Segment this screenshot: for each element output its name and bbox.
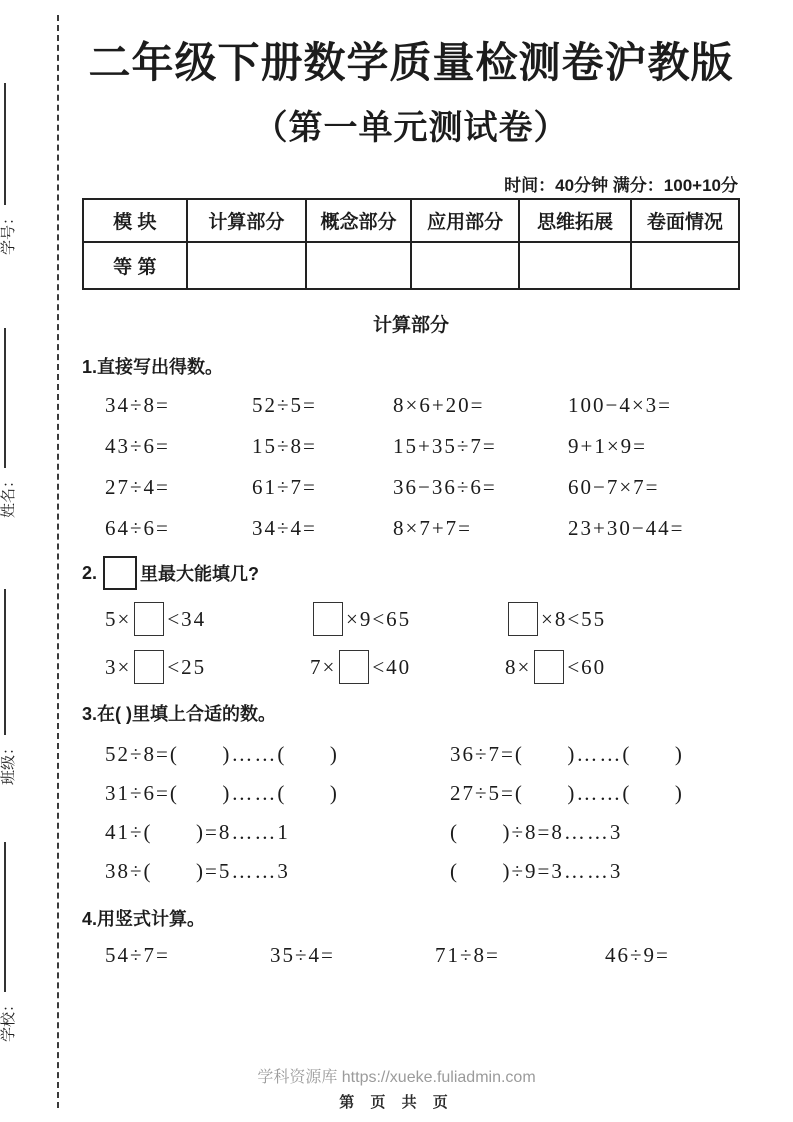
question2-text: 里最大能填几? bbox=[140, 564, 260, 585]
page-title: 二年级下册数学质量检测卷沪教版 bbox=[88, 39, 734, 86]
class-blank[interactable] bbox=[4, 589, 6, 735]
score-cell[interactable] bbox=[631, 242, 739, 289]
question4-problems bbox=[82, 943, 740, 967]
q3-problem: 27÷5=( )……( ) bbox=[450, 781, 684, 806]
q2-problem bbox=[310, 602, 505, 636]
q1-problem: 34÷4= bbox=[252, 516, 317, 541]
page-subtitle: （第一单元测试卷） bbox=[253, 109, 569, 148]
q2-post: <25 bbox=[167, 655, 207, 680]
score-header-application: 应用部分 bbox=[411, 199, 519, 242]
score-cell[interactable] bbox=[187, 242, 306, 289]
q3-problem: 41÷( )=8……1 bbox=[105, 820, 290, 845]
score-table bbox=[82, 198, 740, 290]
score-cell[interactable] bbox=[411, 242, 519, 289]
score-table-grade-row bbox=[83, 242, 739, 289]
q2-post: <34 bbox=[167, 607, 207, 632]
question1-heading: 1.直接写出得数。 bbox=[82, 357, 224, 378]
page-footer bbox=[0, 1064, 793, 1112]
question1-problems bbox=[82, 393, 740, 540]
q3-problem: ( )÷9=3……3 bbox=[450, 859, 623, 884]
q3-problem: 52÷8=( )……( ) bbox=[105, 742, 339, 767]
q2-post: <40 bbox=[372, 655, 412, 680]
school-label: 学校： bbox=[0, 996, 17, 1042]
q2-pre: 5× bbox=[105, 607, 132, 632]
student-name-label: 姓名： bbox=[0, 472, 17, 518]
q1-problem: 34÷8= bbox=[105, 393, 170, 418]
school-blank[interactable] bbox=[4, 842, 6, 992]
score-header-calculation: 计算部分 bbox=[187, 199, 306, 242]
q1-problem: 8×6+20= bbox=[393, 393, 485, 418]
answer-box[interactable] bbox=[134, 602, 164, 636]
class-label: 班级： bbox=[0, 739, 17, 785]
student-id-blank[interactable] bbox=[4, 83, 6, 205]
q2-post: <60 bbox=[567, 655, 607, 680]
score-header-paper: 卷面情况 bbox=[631, 199, 739, 242]
q3-problem: 31÷6=( )……( ) bbox=[105, 781, 339, 806]
student-id-label: 学号： bbox=[0, 209, 17, 255]
question3-problems bbox=[82, 742, 740, 883]
score-table-header-row bbox=[83, 199, 739, 242]
q2-pre: 3× bbox=[105, 655, 132, 680]
q2-problem bbox=[310, 650, 505, 684]
score-cell[interactable] bbox=[306, 242, 411, 289]
answer-box[interactable] bbox=[508, 602, 538, 636]
q1-problem: 52÷5= bbox=[252, 393, 317, 418]
student-name-blank[interactable] bbox=[4, 328, 6, 468]
question2-problems bbox=[82, 602, 740, 684]
student-name-field bbox=[0, 328, 20, 518]
answer-box[interactable] bbox=[534, 650, 564, 684]
q4-problem: 35÷4= bbox=[270, 943, 335, 968]
q2-post: ×9<65 bbox=[346, 607, 412, 632]
score-header-concept: 概念部分 bbox=[306, 199, 411, 242]
q1-problem: 43÷6= bbox=[105, 434, 170, 459]
q1-problem: 61÷7= bbox=[252, 475, 317, 500]
q4-problem: 46÷9= bbox=[605, 943, 670, 968]
q3-problem: 36÷7=( )……( ) bbox=[450, 742, 684, 767]
q2-post: ×8<55 bbox=[541, 607, 607, 632]
q4-problem: 71÷8= bbox=[435, 943, 500, 968]
q1-problem: 27÷4= bbox=[105, 475, 170, 500]
answer-box[interactable] bbox=[313, 602, 343, 636]
q2-problem bbox=[505, 602, 740, 636]
q4-problem: 54÷7= bbox=[105, 943, 170, 968]
q3-problem: 38÷( )=5……3 bbox=[105, 859, 290, 884]
q1-problem: 15+35÷7= bbox=[393, 434, 497, 459]
school-field bbox=[0, 842, 20, 1042]
question4-heading: 4.用竖式计算。 bbox=[82, 909, 206, 930]
question2-number: 2. bbox=[82, 562, 98, 583]
q2-problem bbox=[505, 650, 740, 684]
q2-problem bbox=[105, 602, 310, 636]
page-number-line: 第 页 共 页 bbox=[339, 1094, 454, 1111]
q1-problem: 15÷8= bbox=[252, 434, 317, 459]
question2-heading bbox=[82, 556, 740, 590]
score-header-thinking: 思维拓展 bbox=[519, 199, 631, 242]
q1-problem: 8×7+7= bbox=[393, 516, 473, 541]
q2-pre: 7× bbox=[310, 655, 337, 680]
q1-problem: 60−7×7= bbox=[568, 475, 660, 500]
q1-problem: 64÷6= bbox=[105, 516, 170, 541]
source-watermark: 学科资源库 https://xueke.fuliadmin.com bbox=[257, 1069, 536, 1086]
score-header-module: 模 块 bbox=[83, 199, 187, 242]
q2-problem bbox=[105, 650, 310, 684]
q3-problem: ( )÷8=8……3 bbox=[450, 820, 623, 845]
question3-heading: 3.在( )里填上合适的数。 bbox=[82, 704, 277, 725]
exam-meta: 时间：40分钟 满分：100+10分 bbox=[504, 176, 738, 196]
score-cell[interactable] bbox=[519, 242, 631, 289]
q2-pre: 8× bbox=[505, 655, 532, 680]
answer-box[interactable] bbox=[339, 650, 369, 684]
q1-problem: 9+1×9= bbox=[568, 434, 648, 459]
q1-problem: 100−4×3= bbox=[568, 393, 673, 418]
binding-dashed-line bbox=[57, 15, 59, 1108]
class-field bbox=[0, 589, 20, 785]
section-title: 计算部分 bbox=[372, 315, 449, 337]
q1-problem: 36−36÷6= bbox=[393, 475, 497, 500]
q1-problem: 23+30−44= bbox=[568, 516, 685, 541]
grade-row-label: 等 第 bbox=[83, 242, 187, 289]
heading-answer-box bbox=[103, 556, 137, 590]
student-id-field bbox=[0, 83, 20, 255]
answer-box[interactable] bbox=[134, 650, 164, 684]
